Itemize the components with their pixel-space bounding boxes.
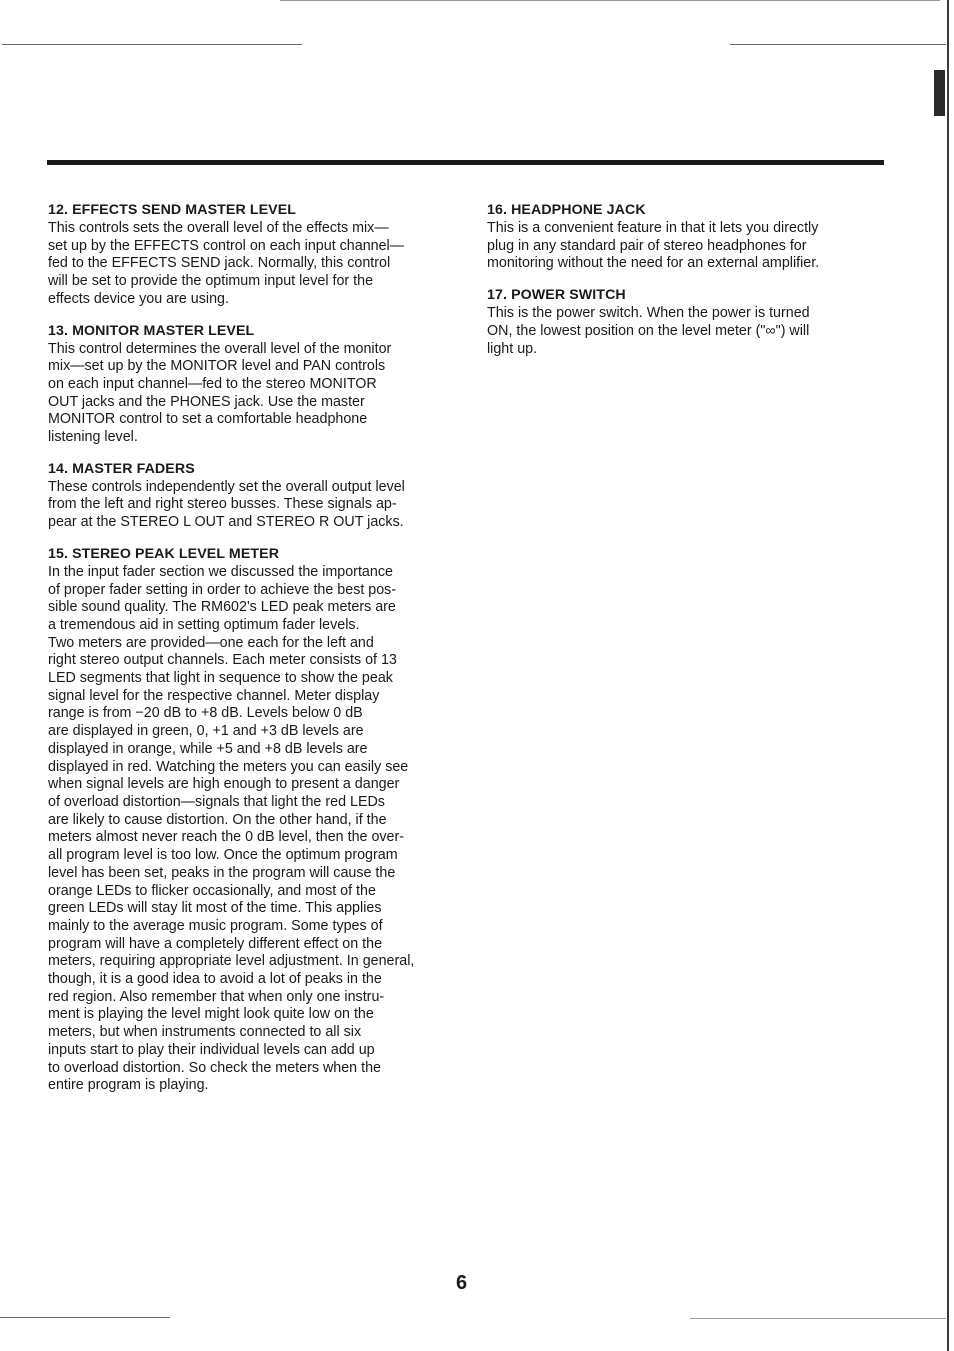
section-heading: 13. MONITOR MASTER LEVEL [48,322,255,339]
section-body: This is the power switch. When the power is turned ON, the lowest position on the level meter ("∞") will light up. [487,305,810,357]
section-body: This control determines the overall level of the monitor mix—set up by the MONITOR level and PAN controls on each input channel—fed to the stereo MONITOR OUT jacks and the PHONES jack. Use the master MONITOR control to set a comfortable headphone listening level. [48,340,392,446]
section-effects-send-master-level [48,201,446,309]
section-heading: 12. EFFECTS SEND MASTER LEVEL [48,202,297,218]
section-power-switch [487,286,867,358]
section-thumb-tab [934,70,945,116]
bottom-rule [690,1318,946,1319]
section-headphone-jack [487,201,867,273]
right-column [487,201,867,371]
bottom-rule [0,1317,170,1318]
section-stereo-peak-level-meter [48,545,446,1095]
section-body: These controls independently set the overall output level from the left and right stereo busses. These signals ap- pear at the STEREO L OUT and STEREO R OUT jacks. [48,478,405,531]
section-monitor-master-level [48,322,446,447]
top-rule [730,44,946,45]
section-heading: 16. HEADPHONE JACK [487,202,646,218]
left-column [48,201,446,1108]
section-master-faders [48,460,446,532]
section-heading: 14. MASTER FADERS [48,460,195,477]
section-body: This controls sets the overall level of the effects mix— set up by the EFFECTS control on each input channel— fed to the EFFECTS SEND jack. Normally, this control will be set to provide the optimum input level for the effects device you are using. [48,220,405,307]
page-number: 6 [456,1272,468,1294]
top-rule [2,44,302,45]
header-divider [47,160,884,165]
section-heading: 17. POWER SWITCH [487,287,626,304]
section-heading: 15. STEREO PEAK LEVEL METER [48,545,280,562]
scan-edge-line [280,0,940,1]
section-body: This is a convenient feature in that it lets you directly plug in any standard pair of stereo headphones for monitoring without the need for an external amplifier. [487,220,820,272]
page-edge-line [947,0,949,1351]
section-body: In the input fader section we discussed the importance of proper fader setting in order to achieve the best pos- sible sound quality. The RM602's LED peak meters are a tremendous aid in setting optimum fader levels. Two meters are provided—one each for the left and right stereo output channels. Each meter consists of 13 LED segments that light in sequence to show the peak signal level for the respective channel. Meter display range is from −20 dB to +8 dB. Levels below 0 dB are displayed in green, 0, +1 and +3 dB levels are displayed in orange, while +5 and +8 dB levels are displayed in red. Watching the meters you can easily see when signal levels are high enough to present a danger of overload distortion—signals that light the red LEDs are likely to cause distortion. On the other hand, if the meters almost never reach the 0 dB level, then the over- all program level is too low. Once the optimum program level has been set, peaks in the program will cause the orange LEDs to flicker occasionally, and most of the green LEDs will stay lit most of the time. This applies mainly to the average music program. Some types of program will have a completely different effect on the meters, requiring appropriate level adjustment. In general, though, it is a good idea to avoid a lot of peaks in the red region. Also remember that when only one instru- ment is playing the level might look quite low on the meters, but when instruments connected to all six inputs start to play their individual levels can add up to overload distortion. So check the meters when the entire program is playing. [48,563,415,1094]
